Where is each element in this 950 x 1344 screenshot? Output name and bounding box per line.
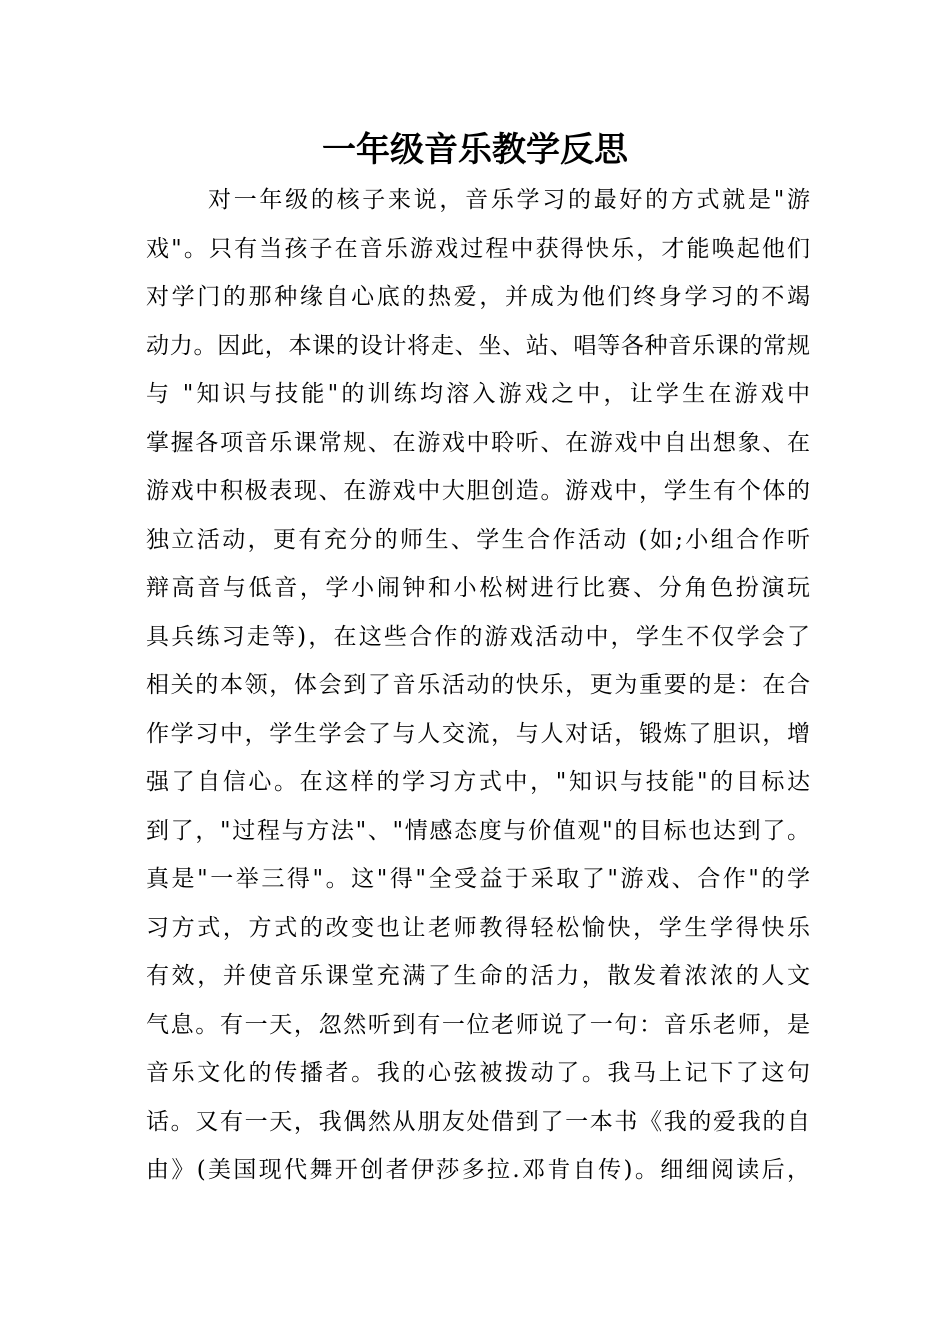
document-body <box>146 176 810 1195</box>
text-line: 到了，"过程与方法"、"情感态度与价值观"的目标也达到了。 <box>146 817 810 844</box>
text-line: 真是"一举三得"。这"得"全受益于采取了"游戏、合作"的学 <box>146 866 810 892</box>
text-line: 由》(美国现代舞开创者伊莎多拉.邓肯自传)。细细阅读后， <box>146 1157 810 1183</box>
text-line: 对一年级的核子来说，音乐学习的最好的方式就是"游 <box>208 187 810 213</box>
text-line: 相关的本领，体会到了音乐活动的快乐，更为重要的是：在合 <box>146 672 810 698</box>
text-line: 气息。有一天，忽然听到有一位老师说了一句：音乐老师，是 <box>146 1011 810 1038</box>
text-line: 强了自信心。在这样的学习方式中，"知识与技能"的目标达 <box>146 769 810 795</box>
text-line: 游戏中积极表现、在游戏中大胆创造。游戏中，学生有个体的 <box>146 478 810 504</box>
text-line: 习方式，方式的改变也让老师教得轻松愉快，学生学得快乐 <box>146 914 810 941</box>
text-line: 独立活动，更有充分的师生、学生合作活动 (如;小组合作听 <box>146 526 810 553</box>
text-line: 对学门的那种缘自心底的热爱，并成为他们终身学习的不竭 <box>146 284 810 310</box>
text-line: 辩高音与低音，学小闹钟和小松树进行比赛、分角色扮演玩 <box>146 575 810 601</box>
text-line: 有效，并使音乐课堂充满了生命的活力，散发着浓浓的人文 <box>146 963 810 989</box>
text-line: 戏"。只有当孩子在音乐游戏过程中获得快乐，才能唤起他们 <box>146 235 810 262</box>
text-line: 动力。因此，本课的设计将走、坐、站、唱等各种音乐课的常规 <box>146 332 810 359</box>
text-line: 具兵练习走等)，在这些合作的游戏活动中，学生不仅学会了 <box>146 623 810 650</box>
text-line: 与 "知识与技能"的训练均溶入游戏之中，让学生在游戏中 <box>146 381 810 407</box>
text-line: 掌握各项音乐课常规、在游戏中聆听、在游戏中自出想象、在 <box>146 429 810 456</box>
text-line: 话。又有一天，我偶然从朋友处借到了一本书《我的爱我的自 <box>146 1108 810 1135</box>
text-line: 音乐文化的传播者。我的心弦被拨动了。我马上记下了这句 <box>146 1060 810 1086</box>
text-line: 作学习中，学生学会了与人交流，与人对话，锻炼了胆识，增 <box>146 720 810 747</box>
document-title: 一年级音乐教学反思 <box>322 130 628 170</box>
